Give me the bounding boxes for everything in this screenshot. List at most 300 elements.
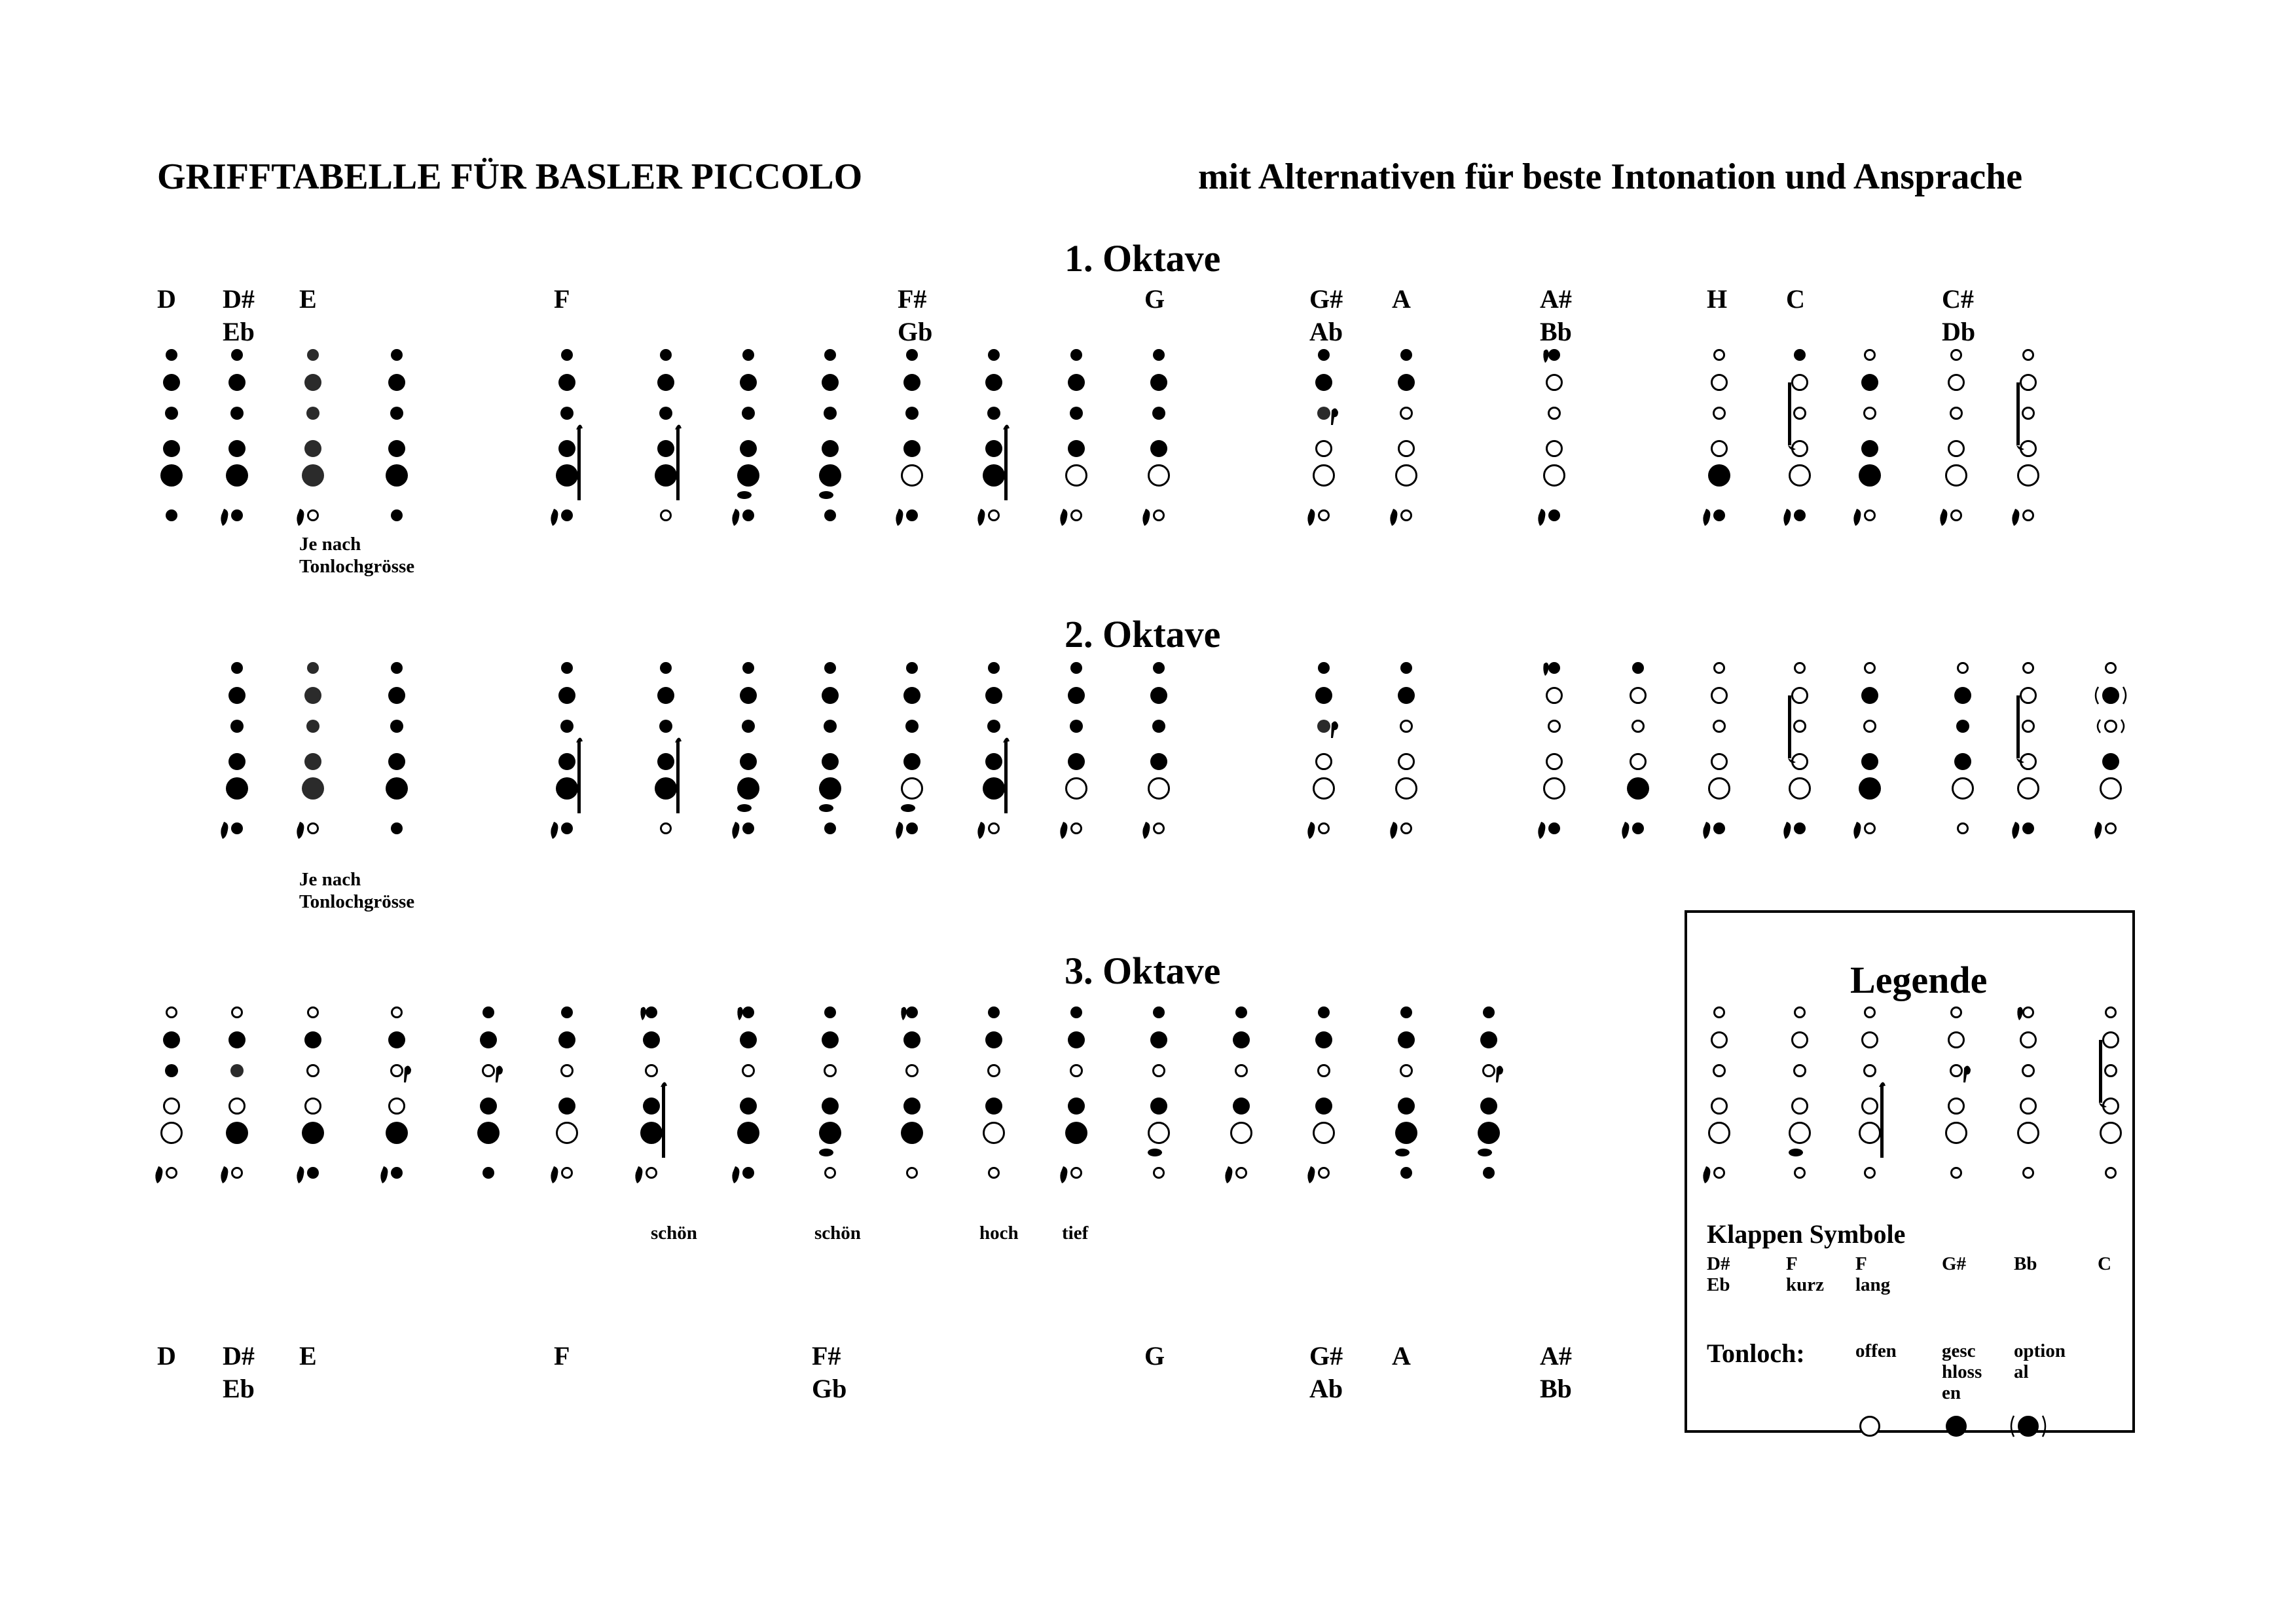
- dsharp-key-icon: [1142, 509, 1150, 526]
- annotation-text: Tonlochgrösse: [299, 891, 415, 912]
- tone-hole-closed: [226, 777, 248, 800]
- tone-hole-closed: [643, 1031, 660, 1048]
- tone-hole-closed: [163, 1031, 180, 1048]
- tone-hole-open: [1712, 441, 1727, 456]
- tone-hole-open: [1865, 1065, 1876, 1077]
- page-title: GRIFFTABELLE FÜR BASLER PICCOLO: [157, 157, 863, 197]
- tone-hole-open: [1544, 466, 1565, 486]
- tone-hole-open: [1631, 754, 1646, 769]
- f-long-key-icon: [661, 1082, 667, 1087]
- f-short-key-icon: [1478, 1149, 1492, 1156]
- tone-hole-closed: [558, 1098, 575, 1115]
- tone-hole-open: [1860, 1123, 1880, 1143]
- tone-hole-open: [1790, 1123, 1810, 1143]
- tone-hole-closed: [1713, 509, 1725, 521]
- f-short-key-icon: [1789, 1149, 1803, 1156]
- tone-hole-open: [167, 1008, 177, 1018]
- tone-hole-open: [232, 1168, 242, 1178]
- note-label: E: [299, 284, 317, 314]
- tone-hole-closed: [1150, 1031, 1167, 1048]
- gsharp-key-icon: [1496, 1065, 1503, 1082]
- tone-hole-open: [2018, 1123, 2039, 1143]
- f-long-key-icon: [576, 424, 583, 430]
- tone-hole-closed: [822, 440, 839, 457]
- tone-hole-closed: [228, 753, 246, 770]
- f-long-key-icon: [1004, 428, 1008, 500]
- tone-hole-closed: [985, 1098, 1002, 1115]
- tone-hole-closed: [1400, 1167, 1412, 1179]
- tone-hole-closed: [1150, 753, 1167, 770]
- f-short-key-icon: [819, 491, 833, 499]
- tone-hole-closed: [983, 464, 1005, 487]
- f-long-key-icon: [676, 428, 680, 500]
- tone-hole-open: [1865, 663, 1875, 673]
- tone-hole-open: [308, 1065, 319, 1077]
- tone-hole-open: [1237, 1168, 1247, 1178]
- dsharp-key-icon: [896, 509, 903, 526]
- bb-key-icon: [737, 1007, 743, 1020]
- tone-hole-closed: [740, 1098, 757, 1115]
- tone-hole-closed: [824, 509, 836, 521]
- tone-hole-closed: [231, 349, 243, 361]
- tone-hole-open: [1793, 1033, 1808, 1048]
- tone-hole-closed: [1478, 1122, 1500, 1144]
- tone-hole-closed: [1318, 349, 1330, 361]
- tone-hole-open: [1949, 441, 1964, 456]
- tone-hole-closed: [1068, 374, 1085, 391]
- dsharp-key-icon: [297, 822, 304, 839]
- tone-hole-open: [308, 824, 318, 834]
- tone-hole-closed: [386, 1122, 408, 1144]
- tone-hole-open: [2104, 1033, 2119, 1048]
- optional-bracket: [2123, 687, 2126, 704]
- tone-hole-closed: [1315, 374, 1332, 391]
- tone-hole-open: [1396, 466, 1417, 486]
- tone-hole-open: [2106, 824, 2116, 834]
- legend-keys-heading: Klappen Symbole: [1707, 1219, 1906, 1249]
- f-long-key-icon: [576, 737, 583, 743]
- tone-hole-closed: [230, 407, 244, 420]
- tone-hole-open: [1714, 721, 1725, 732]
- tone-hole-closed: [903, 440, 920, 457]
- dsharp-key-icon: [221, 509, 228, 526]
- c-key-icon: [2016, 695, 2020, 758]
- tone-hole-open: [1793, 375, 1808, 390]
- note-label: Eb: [223, 1374, 255, 1403]
- tone-hole-open: [902, 466, 922, 486]
- tone-hole-closed: [1708, 464, 1730, 487]
- tone-hole-open: [2106, 1168, 2116, 1178]
- tone-hole-open: [1865, 1008, 1875, 1018]
- tone-hole-open: [1795, 663, 1805, 673]
- tone-hole-open: [1795, 1168, 1805, 1178]
- tone-hole-closed: [1794, 822, 1806, 834]
- legend-key-label: Bb: [2014, 1253, 2037, 1274]
- tone-hole-closed: [163, 440, 180, 457]
- tone-hole-closed: [819, 464, 841, 487]
- tone-hole-closed: [160, 464, 183, 487]
- tone-hole-closed: [558, 753, 575, 770]
- tone-hole-open: [826, 1168, 835, 1178]
- tone-hole-open: [902, 779, 922, 799]
- tone-hole-closed: [561, 1006, 573, 1018]
- note-label: E: [299, 1341, 317, 1371]
- annotation-text: schön: [651, 1223, 697, 1244]
- dsharp-key-icon: [1060, 509, 1067, 526]
- tone-hole-closed: [660, 349, 672, 361]
- tone-hole-closed: [1861, 687, 1878, 704]
- tone-hole-open: [1066, 466, 1087, 486]
- tone-hole-open: [2018, 466, 2039, 486]
- tone-hole-closed: [988, 1006, 1000, 1018]
- tone-hole-closed: [1480, 1031, 1497, 1048]
- tone-hole-open: [1319, 824, 1329, 834]
- tone-hole-open: [1149, 1123, 1169, 1143]
- tone-hole-open: [1953, 779, 1973, 799]
- bb-key-icon: [1543, 663, 1549, 676]
- dsharp-key-icon: [977, 509, 985, 526]
- dsharp-key-icon: [1142, 822, 1150, 839]
- tone-hole-closed: [1068, 1031, 1085, 1048]
- tone-hole-closed: [1233, 1031, 1250, 1048]
- tone-hole-closed: [742, 1006, 754, 1018]
- dsharp-key-icon: [551, 822, 558, 839]
- bb-key-icon: [901, 1007, 907, 1020]
- tone-hole-open: [984, 1123, 1004, 1143]
- dsharp-key-icon: [1853, 822, 1861, 839]
- tone-hole-open: [1396, 779, 1417, 799]
- tone-hole-open: [557, 1123, 577, 1143]
- legend-key-label: G#: [1942, 1253, 1967, 1274]
- tone-hole-closed: [1315, 1098, 1332, 1115]
- tone-hole-open: [562, 1168, 572, 1178]
- tone-hole-closed: [306, 407, 319, 420]
- tone-hole-closed: [304, 374, 321, 391]
- legend-hole-label-open: offen: [1855, 1340, 1897, 1361]
- tone-hole-open: [2018, 779, 2039, 799]
- tone-hole-open: [1712, 1033, 1727, 1048]
- tone-hole-closed: [906, 662, 918, 674]
- tone-hole-open: [1712, 688, 1727, 703]
- tone-hole-closed: [1068, 1098, 1085, 1115]
- tone-hole-closed: [742, 822, 754, 834]
- tone-hole-closed: [819, 777, 841, 800]
- tone-hole-open: [1314, 779, 1334, 799]
- tone-hole-closed: [903, 753, 920, 770]
- tone-hole-open: [743, 1065, 754, 1077]
- tone-hole-closed: [390, 407, 403, 420]
- note-label: D#: [223, 1341, 255, 1371]
- tone-hole-open: [1714, 1065, 1725, 1077]
- tone-hole-open: [1549, 721, 1560, 732]
- tone-hole-open: [1952, 511, 1961, 521]
- f-short-key-icon: [1395, 1149, 1410, 1156]
- tone-hole-closed: [166, 349, 177, 361]
- tone-hole-closed: [657, 440, 674, 457]
- tone-hole-closed: [1859, 464, 1881, 487]
- tone-hole-closed: [824, 349, 836, 361]
- legend-hole-label-optional: al: [2014, 1361, 2029, 1382]
- tone-hole-closed: [1070, 720, 1083, 733]
- dsharp-key-icon: [1783, 509, 1791, 526]
- dsharp-key-icon: [977, 822, 985, 839]
- tone-hole-open: [2023, 721, 2034, 732]
- tone-hole-open: [1066, 779, 1087, 799]
- tone-hole-open: [1317, 754, 1332, 769]
- tone-hole-closed: [1318, 1006, 1330, 1018]
- tone-hole-closed: [163, 374, 180, 391]
- tone-hole-open: [989, 511, 999, 521]
- tone-hole-open: [1865, 1168, 1875, 1178]
- tone-hole-closed: [1632, 822, 1644, 834]
- dsharp-key-icon: [1538, 822, 1545, 839]
- tone-hole-open: [1149, 779, 1169, 799]
- tone-hole-closed: [742, 407, 755, 420]
- tone-hole-closed: [657, 374, 674, 391]
- tone-hole-open: [1402, 824, 1412, 834]
- tone-hole-closed: [1398, 374, 1415, 391]
- tone-hole-closed: [307, 1167, 319, 1179]
- tone-hole-open: [1714, 408, 1725, 419]
- tone-hole-closed: [480, 1098, 497, 1115]
- dsharp-key-icon: [380, 1166, 388, 1183]
- legend-key-label: D#: [1707, 1253, 1730, 1274]
- tone-hole-open: [1865, 511, 1875, 521]
- tone-hole-open: [1401, 1065, 1412, 1077]
- tone-hole-closed: [1152, 720, 1165, 733]
- tone-hole-closed: [906, 822, 918, 834]
- tone-hole-closed: [388, 1031, 405, 1048]
- gsharp-key-icon: [1331, 721, 1338, 738]
- tone-hole-closed: [302, 777, 324, 800]
- dsharp-key-icon: [1940, 509, 1947, 526]
- tone-hole-closed: [659, 407, 672, 420]
- tone-hole-closed: [742, 662, 754, 674]
- tone-hole-closed: [903, 1031, 920, 1048]
- note-label: Gb: [812, 1374, 847, 1403]
- tone-hole-closed: [985, 440, 1002, 457]
- tone-hole-closed: [1794, 509, 1806, 521]
- dsharp-key-icon: [896, 822, 903, 839]
- dsharp-key-icon: [221, 1166, 228, 1183]
- tone-hole-closed: [1070, 407, 1083, 420]
- f-long-key-icon: [1880, 1086, 1884, 1158]
- tone-hole-closed: [824, 1006, 836, 1018]
- tone-hole-closed: [1398, 1098, 1415, 1115]
- tone-hole-closed: [1946, 1416, 1967, 1437]
- tone-hole-open: [1319, 511, 1329, 521]
- note-label: F: [554, 1341, 570, 1371]
- tone-hole-closed: [302, 1122, 324, 1144]
- optional-bracket: [2098, 720, 2100, 733]
- tone-hole-closed: [740, 687, 757, 704]
- tone-hole-closed: [165, 1064, 178, 1077]
- tone-hole-closed: [822, 374, 839, 391]
- tone-hole-open: [1236, 1065, 1247, 1077]
- dsharp-key-icon: [155, 1166, 162, 1183]
- f-short-key-icon: [819, 1149, 833, 1156]
- tone-hole-closed: [1794, 349, 1806, 361]
- tone-hole-closed: [822, 1031, 839, 1048]
- tone-hole-open: [1795, 1008, 1805, 1018]
- tone-hole-open: [1715, 350, 1724, 360]
- tone-hole-closed: [231, 822, 243, 834]
- tone-hole-open: [1952, 1008, 1961, 1018]
- tone-hole-closed: [737, 777, 759, 800]
- tone-hole-open: [1951, 1065, 1962, 1077]
- annotation-text: schön: [814, 1223, 861, 1244]
- tone-hole-closed: [306, 720, 319, 733]
- note-label: D: [157, 1341, 176, 1371]
- tone-hole-open: [1231, 1123, 1252, 1143]
- tone-hole-closed: [987, 407, 1000, 420]
- f-long-key-icon: [675, 424, 682, 430]
- tone-hole-closed: [1070, 1006, 1082, 1018]
- legend-hole-label-optional: option: [2014, 1340, 2066, 1361]
- tone-hole-closed: [1315, 687, 1332, 704]
- tone-hole-open: [2023, 1065, 2034, 1077]
- legend-key-label: kurz: [1786, 1274, 1824, 1295]
- note-label: Eb: [223, 317, 255, 346]
- tone-hole-closed: [561, 822, 573, 834]
- tone-hole-optional: [2104, 688, 2119, 703]
- tone-hole-closed: [1065, 1122, 1087, 1144]
- tone-hole-closed: [477, 1122, 500, 1144]
- legend-key-label: F: [1855, 1253, 1867, 1274]
- tone-hole-closed: [742, 720, 755, 733]
- tone-hole-closed: [819, 1122, 841, 1144]
- tone-hole-closed: [560, 720, 574, 733]
- tone-hole-closed: [983, 777, 1005, 800]
- tone-hole-open: [1072, 824, 1082, 834]
- tone-hole-open: [1314, 1123, 1334, 1143]
- f-long-key-icon: [1004, 741, 1008, 813]
- tone-hole-open: [1715, 1008, 1724, 1018]
- tone-hole-closed: [226, 464, 248, 487]
- tone-hole-closed: [560, 407, 574, 420]
- tone-hole-open: [1865, 721, 1876, 732]
- optional-bracket: [2121, 720, 2124, 733]
- tone-hole-open: [1795, 721, 1806, 732]
- dsharp-key-icon: [1390, 509, 1397, 526]
- dsharp-key-icon: [1622, 822, 1629, 839]
- tone-hole-closed: [1548, 662, 1560, 674]
- note-label: G#: [1309, 1341, 1343, 1371]
- tone-hole-open: [1949, 1033, 1964, 1048]
- tone-hole-open: [1317, 441, 1332, 456]
- tone-hole-open: [1072, 511, 1082, 521]
- tone-hole-closed: [1548, 349, 1560, 361]
- tone-hole-open: [1319, 1168, 1329, 1178]
- tone-hole-open: [162, 1123, 182, 1143]
- tone-hole-closed: [1954, 687, 1971, 704]
- f-long-key-icon: [577, 741, 581, 813]
- tone-hole-open: [308, 511, 318, 521]
- tone-hole-open: [1952, 1168, 1961, 1178]
- tone-hole-open: [230, 1099, 245, 1114]
- tone-hole-open: [1949, 375, 1964, 390]
- legend-hole-label-closed: gesc: [1942, 1340, 1976, 1361]
- tone-hole-open: [392, 1065, 403, 1077]
- tone-hole-open: [1790, 779, 1810, 799]
- tone-hole-closed: [985, 753, 1002, 770]
- tone-hole-open: [1861, 1417, 1880, 1436]
- tone-hole-closed: [1152, 407, 1165, 420]
- tone-hole-open: [1865, 408, 1876, 419]
- tone-hole-open: [2021, 375, 2036, 390]
- dsharp-key-icon: [732, 509, 739, 526]
- tone-hole-closed: [906, 349, 918, 361]
- tone-hole-open: [483, 1065, 494, 1077]
- tone-hole-closed: [903, 687, 920, 704]
- tone-hole-open: [1547, 375, 1562, 390]
- tone-hole-open: [1401, 408, 1412, 419]
- tone-hole-closed: [740, 753, 757, 770]
- legend-key-label: F: [1786, 1253, 1798, 1274]
- dsharp-key-icon: [297, 1166, 304, 1183]
- note-label: D: [157, 284, 176, 314]
- tone-hole-closed: [903, 1098, 920, 1115]
- tone-hole-closed: [1070, 662, 1082, 674]
- tone-hole-closed: [226, 1122, 248, 1144]
- f-short-key-icon: [819, 804, 833, 812]
- note-label: Ab: [1309, 317, 1343, 346]
- tone-hole-closed: [388, 687, 405, 704]
- tone-hole-closed: [824, 822, 836, 834]
- tone-hole-open: [1793, 1099, 1808, 1114]
- tone-hole-open: [306, 1099, 321, 1114]
- f-long-key-icon: [676, 741, 680, 813]
- tone-hole-closed: [822, 753, 839, 770]
- tone-hole-closed: [230, 720, 244, 733]
- tone-hole-closed: [391, 1167, 403, 1179]
- tone-hole-open: [1946, 466, 1967, 486]
- tone-hole-closed: [1400, 662, 1412, 674]
- tone-hole-closed: [1315, 1031, 1332, 1048]
- tone-hole-closed: [558, 687, 575, 704]
- tone-hole-open: [1544, 779, 1565, 799]
- tone-hole-open: [661, 511, 671, 521]
- dsharp-key-icon: [2094, 822, 2102, 839]
- tone-hole-open: [2105, 1065, 2117, 1077]
- note-label: F#: [898, 284, 927, 314]
- tone-hole-closed: [660, 662, 672, 674]
- octave-2-heading: 2. Oktave: [1065, 613, 1221, 655]
- legend-key-label: lang: [1855, 1274, 1891, 1295]
- tone-hole-closed: [985, 374, 1002, 391]
- tone-hole-closed: [307, 349, 319, 361]
- tone-hole-closed: [740, 440, 757, 457]
- tone-hole-closed: [740, 374, 757, 391]
- tone-hole-open: [2024, 1168, 2033, 1178]
- tone-hole-open: [1071, 1065, 1082, 1077]
- tone-hole-open: [2106, 663, 2116, 673]
- tone-hole-optional: [2105, 721, 2117, 732]
- legend-key-label: C: [2098, 1253, 2111, 1274]
- tone-hole-open: [989, 1065, 1000, 1077]
- tone-hole-open: [1715, 1168, 1724, 1178]
- tone-hole-open: [1484, 1065, 1495, 1077]
- tone-hole-closed: [228, 1031, 246, 1048]
- tone-hole-open: [2021, 1099, 2036, 1114]
- tone-hole-open: [1549, 408, 1560, 419]
- annotation-text: Je nach: [299, 869, 361, 890]
- tone-hole-open: [1712, 1099, 1727, 1114]
- octave-1-heading: 1. Oktave: [1065, 237, 1221, 280]
- tone-hole-closed: [480, 1031, 497, 1048]
- tone-hole-closed: [742, 349, 754, 361]
- tone-hole-closed: [903, 374, 920, 391]
